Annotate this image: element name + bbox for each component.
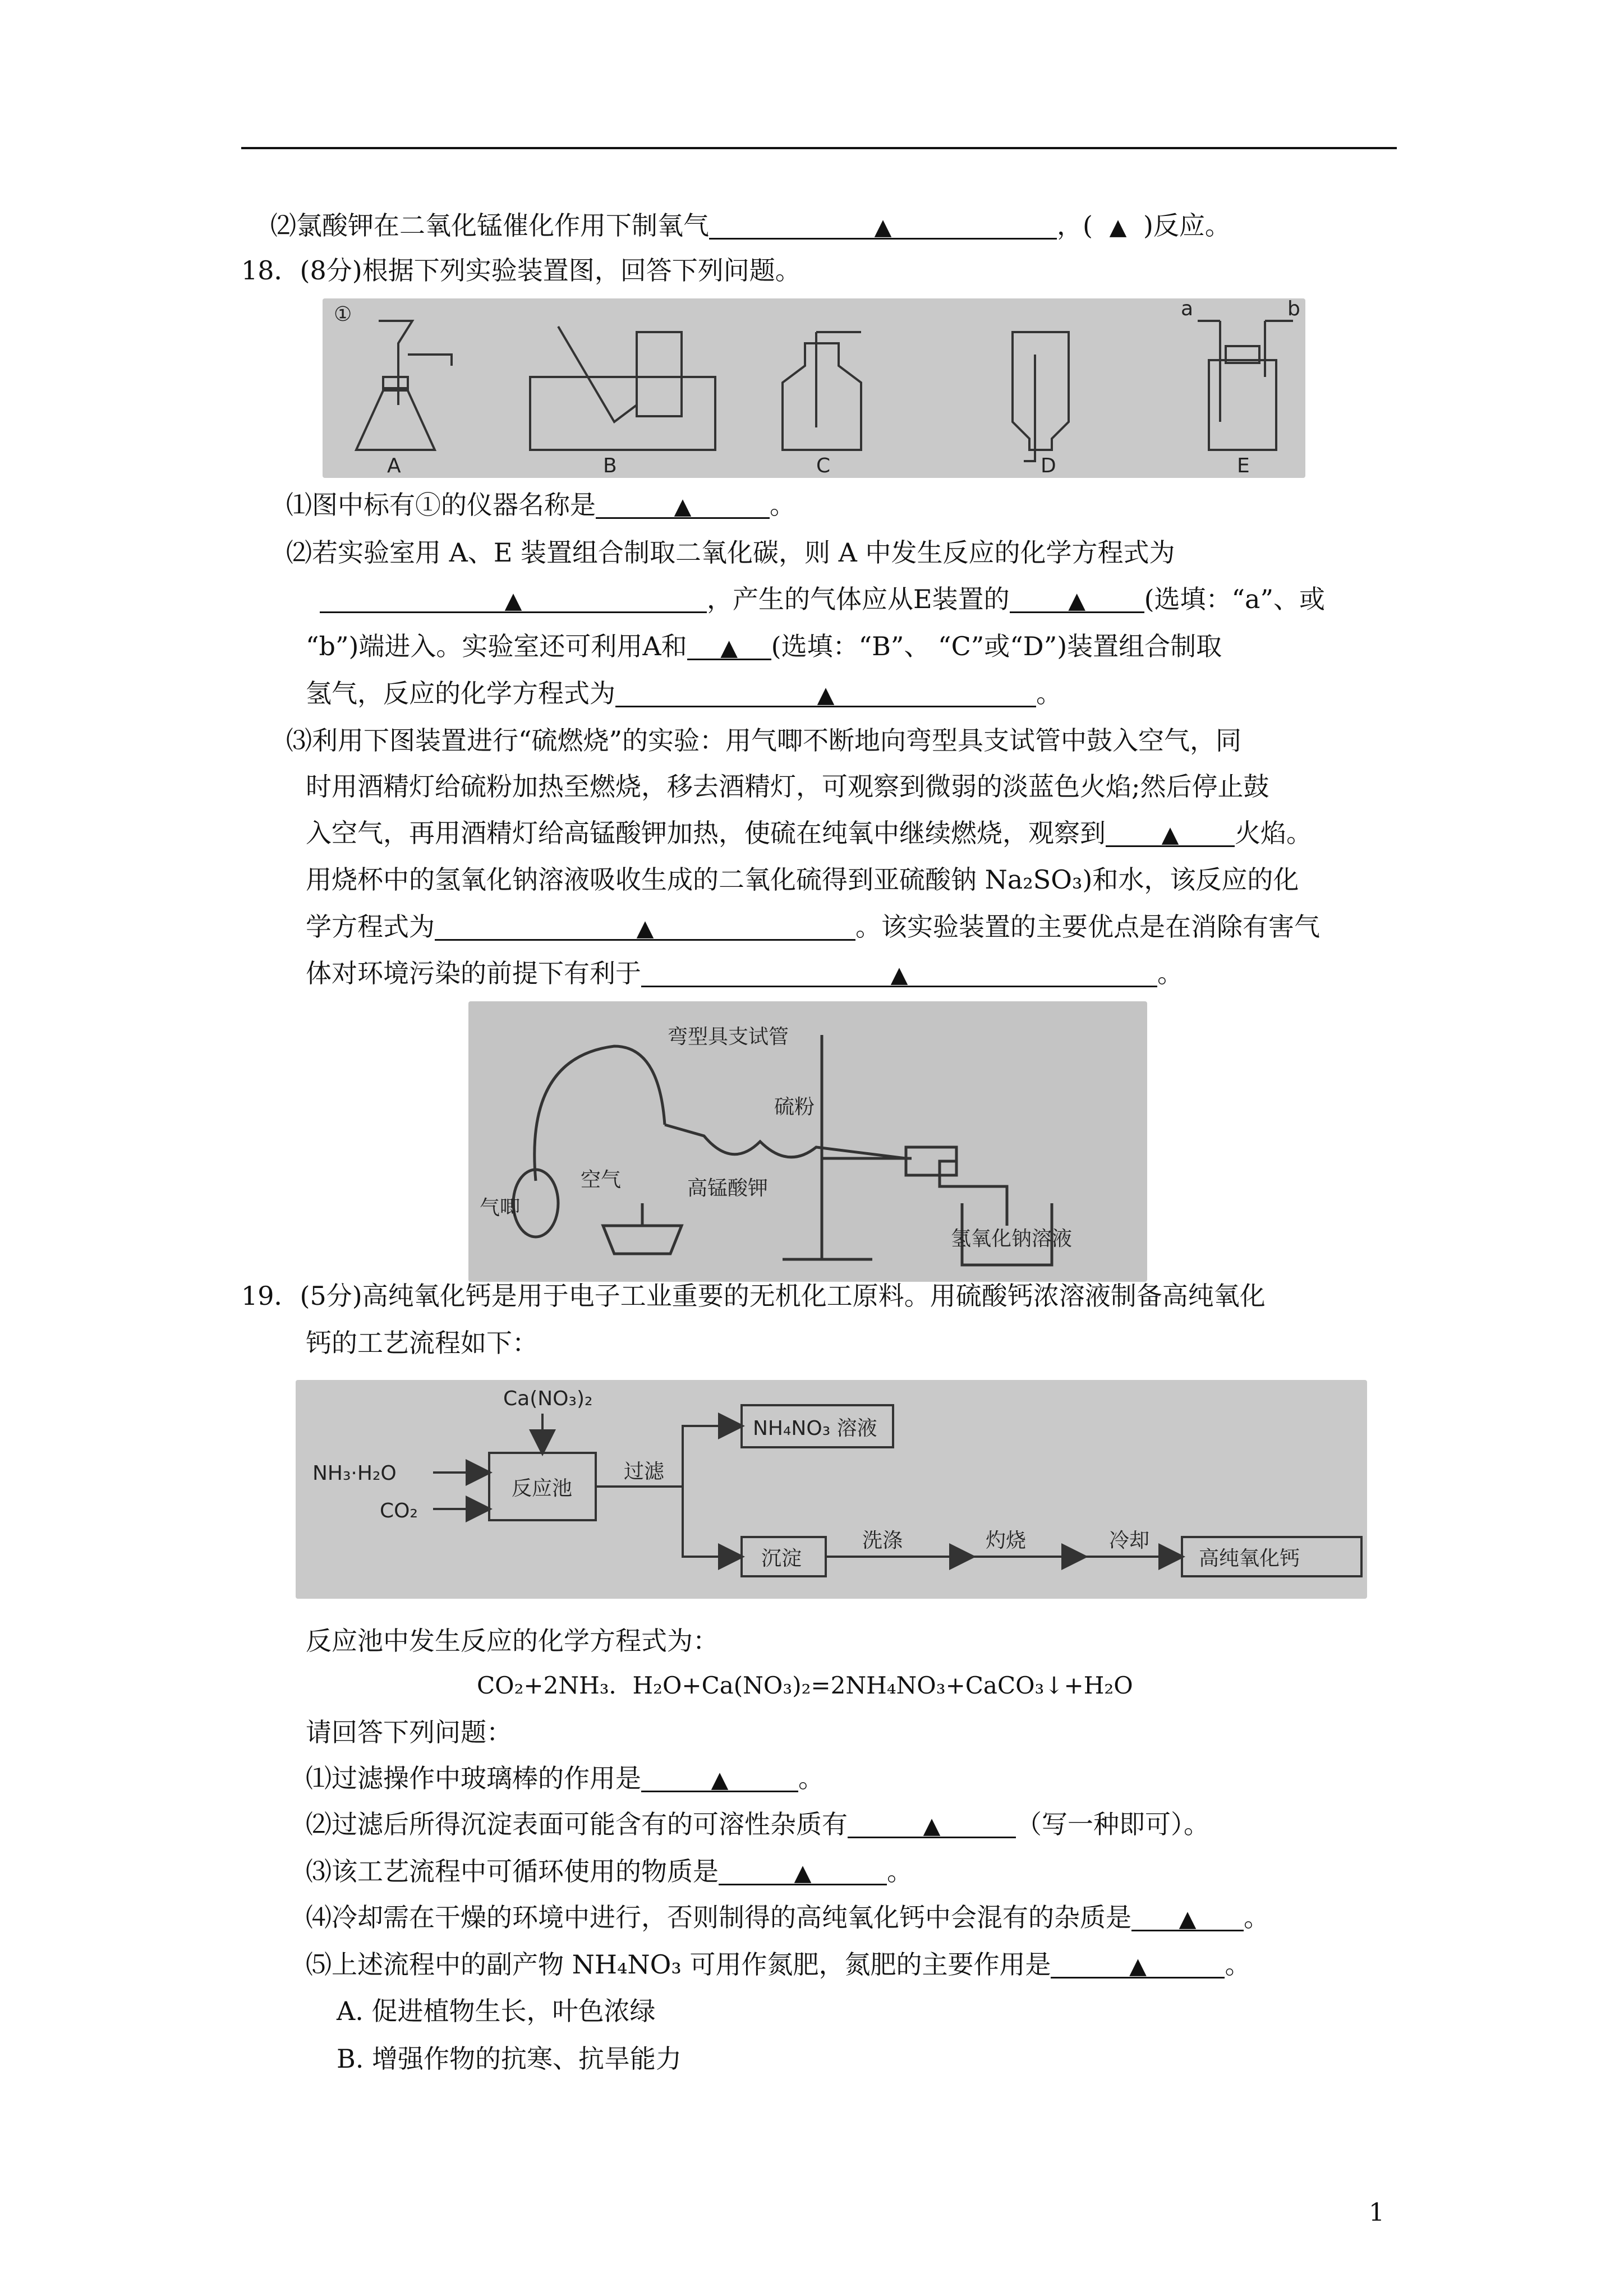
process-flow-figure: [296, 1380, 1367, 1599]
label-kmno4: 高锰酸钾: [687, 1177, 769, 1200]
q19-item2: ⑵过滤后所得沉淀表面可能含有的可溶性杂质有 ▲ （写一种即可）。: [306, 1807, 1209, 1841]
answer-blank[interactable]: ▲: [848, 1807, 1016, 1838]
label-naoh: 氢氧化钠溶液: [951, 1227, 1073, 1250]
flow-product: 高纯氧化钙: [1199, 1547, 1300, 1570]
flow-out-top: NH₄NO₃ 溶液: [753, 1417, 877, 1440]
flow-in-top: Ca(NO₃)₂: [503, 1387, 593, 1410]
q18-item3-line2: 时用酒精灯给硫粉加热至燃烧，移去酒精灯，可观察到微弱的淡蓝色火焰;然后停止鼓: [306, 771, 1269, 802]
label-e: E: [1237, 454, 1250, 477]
label-c: C: [816, 454, 831, 477]
apparatus-a-funnel: [379, 321, 412, 405]
q18-item1: ⑴图中标有①的仪器名称是 ▲ 。: [286, 488, 795, 522]
apparatus-figure: [323, 298, 1305, 478]
label-d: D: [1041, 454, 1056, 477]
answer-blank[interactable]: ▲: [1010, 582, 1144, 613]
answer-blank[interactable]: ▲: [596, 488, 770, 519]
q19-item3: ⑶该工艺流程中可循环使用的物质是 ▲ 。: [306, 1855, 913, 1888]
answer-blank[interactable]: ▲: [641, 1761, 798, 1792]
q19-title-line1: 19．(5分)高纯氧化钙是用于电子工业重要的无机化工原料。用硫酸钙浓溶液制备高纯氧化: [241, 1281, 1266, 1311]
alcohol-lamp: [603, 1226, 682, 1254]
answer-blank[interactable]: ▲: [320, 582, 707, 613]
answer-blank[interactable]: ▲: [641, 956, 1157, 987]
apparatus-c-bottle: [783, 343, 861, 450]
apparatus-a-flask: [356, 388, 435, 450]
apparatus-b-tube: [558, 326, 637, 422]
flow-wash: 洗涤: [862, 1529, 903, 1552]
q19-reaction-intro: 反应池中发生反应的化学方程式为：: [306, 1626, 719, 1656]
answer-blank[interactable]: ▲: [709, 209, 1057, 240]
apparatus-d-bottle: [1013, 332, 1069, 450]
mark-a: a: [1181, 298, 1194, 320]
q18-item2-line2: ▲ ，产生的气体应从E装置的 ▲ (选填：“a”、或: [320, 582, 1325, 616]
answer-blank[interactable]: ▲: [1051, 1948, 1225, 1978]
apparatus-b-trough: [530, 377, 715, 450]
q18-item2-line3: “b”)端进入。实验室还可利用A和 ▲ (选填：“B”、 “C”或“D”)装置组合制取: [306, 629, 1222, 663]
q19-item1: ⑴过滤操作中玻璃棒的作用是 ▲ 。: [306, 1761, 824, 1795]
sulfur-combustion-figure: [468, 1001, 1147, 1282]
label-air: 空气: [581, 1168, 622, 1191]
answer-blank[interactable]: ▲: [1131, 1901, 1244, 1931]
q19-ask: 请回答下列问题：: [306, 1717, 512, 1747]
label-tube: 弯型具支试管: [668, 1025, 789, 1048]
air-hose: [535, 1046, 665, 1181]
header-rule: [241, 147, 1397, 149]
flow-in-co2: CO₂: [380, 1499, 418, 1522]
flow-filter: 过滤: [624, 1460, 665, 1483]
q19-item5: ⑸上述流程中的副产物 NH₄NO₃ 可用作氮肥，氮肥的主要作用是 ▲ 。: [306, 1948, 1250, 1981]
bent-tube: [665, 1125, 906, 1158]
answer-blank[interactable]: ▲: [719, 1855, 887, 1885]
flow-in-nh3: NH₃·H₂O: [312, 1462, 397, 1485]
q19-equation: CO₂+2NH₃．H₂O+Ca(NO₃)₂=2NH₄NO₃+CaCO₃↓+H₂O: [477, 1672, 1133, 1699]
answer-blank[interactable]: ▲: [687, 629, 771, 660]
q19-title-line2: 钙的工艺流程如下：: [306, 1328, 538, 1358]
q18-item2-line1: ⑵若实验室用 A、E 装置组合制取二氧化碳，则 A 中发生反应的化学方程式为: [286, 537, 1175, 568]
page-number: 1: [1369, 2198, 1384, 2227]
label-sulfur: 硫粉: [774, 1096, 815, 1119]
answer-blank[interactable]: ▲: [435, 910, 855, 941]
label-a: A: [387, 454, 401, 477]
mark-b: b: [1287, 298, 1300, 320]
q17-item2-text: ⑵氯酸钾在二氧化锰催化作用下制氧气: [270, 210, 709, 241]
answer-blank[interactable]: ▲: [615, 677, 1036, 707]
mark-circle1: ①: [334, 303, 352, 326]
q18-item3-line5: 学方程式为 ▲ 。该实验装置的主要优点是在消除有害气: [306, 910, 1320, 944]
flow-precip: 沉淀: [761, 1547, 802, 1570]
flow-reactor: 反应池: [512, 1477, 573, 1500]
q18-item2-line4: 氢气，反应的化学方程式为 ▲ 。: [306, 677, 1062, 710]
label-b: B: [603, 454, 617, 477]
outlet-tube: [940, 1161, 1007, 1226]
q18-item3-line6: 体对环境污染的前提下有利于 ▲ 。: [306, 956, 1183, 990]
q19-option-a[interactable]: A. 促进植物生长，叶色浓绿: [337, 1996, 656, 2026]
flow-cool: 冷却: [1109, 1529, 1150, 1552]
q18-item3-line1: ⑶利用下图装置进行“硫燃烧”的实验：用气唧不断地向弯型具支试管中鼓入空气，同: [286, 725, 1242, 756]
q18-title: 18．(8分)根据下列实验装置图，回答下列问题。: [241, 255, 801, 286]
q19-option-b[interactable]: B. 增强作物的抗寒、抗旱能力: [337, 2044, 682, 2074]
q19-item4: ⑷冷却需在干燥的环境中进行，否则制得的高纯氧化钙中会混有的杂质是 ▲ 。: [306, 1901, 1269, 1934]
answer-blank[interactable]: ▲: [1106, 816, 1235, 847]
q17-item2: ⑵氯酸钾在二氧化锰催化作用下制氧气 ▲ ，( ▲ )反应。: [270, 209, 1231, 244]
answer-blank[interactable]: ▲: [1109, 214, 1127, 240]
label-bulb: 气唧: [480, 1197, 521, 1220]
q18-item3-line3: 入空气，再用酒精灯给高锰酸钾加热，使硫在纯氧中继续燃烧，观察到 ▲ 火焰。: [306, 816, 1312, 850]
flow-burn: 灼烧: [986, 1529, 1027, 1552]
q18-item3-line4: 用烧杯中的氢氧化钠溶液吸收生成的二氧化硫得到亚硫酸钠 Na₂SO₃)和水，该反应的化: [306, 864, 1299, 895]
